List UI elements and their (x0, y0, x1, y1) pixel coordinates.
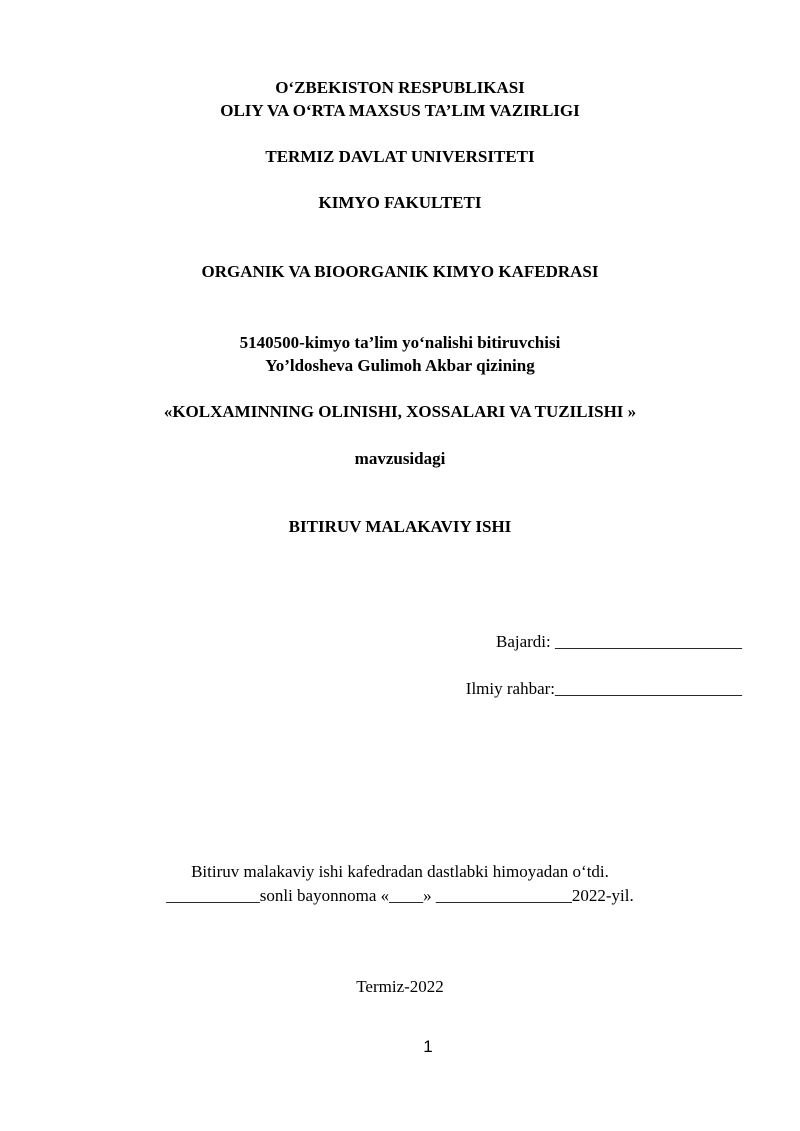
ministry-heading: OLIY VA O‘RTA MAXSUS TA’LIM VAZIRLIGI (220, 101, 580, 120)
republic-heading: O‘ZBEKISTON RESPUBLIKASI (275, 78, 525, 97)
university-heading: TERMIZ DAVLAT UNIVERSITETI (265, 147, 535, 166)
thesis-topic: «KOLXAMINNING OLINISHI, XOSSALARI VA TUZILISHI » (163, 402, 637, 421)
thesis-topic-suffix: mavzusidagi (354, 449, 446, 468)
student-program: 5140500-kimyo ta’lim yo‘nalishi bitiruvchisi (239, 333, 561, 352)
place-year: Termiz-2022 (356, 977, 444, 996)
thesis-type: BITIRUV MALAKAVIY ISHI (288, 517, 512, 536)
page-number: 1 (423, 1037, 433, 1056)
performed-by-signature-line: Bajardi: ______________________ (495, 632, 742, 651)
student-name: Yo’ldosheva Gulimoh Akbar qizining (265, 356, 535, 375)
department-heading: ORGANIK VA BIOORGANIK KIMYO KAFEDRASI (201, 262, 599, 281)
supervisor-signature-line: Ilmiy rahbar:______________________ (465, 679, 742, 698)
faculty-heading: KIMYO FAKULTETI (318, 193, 482, 212)
defense-statement: Bitiruv malakaviy ishi kafedradan dastlabki himoyadan o‘tdi. (191, 862, 609, 881)
defense-protocol: ___________sonli bayonnoma «____» ________________2022-yil. (166, 886, 634, 905)
